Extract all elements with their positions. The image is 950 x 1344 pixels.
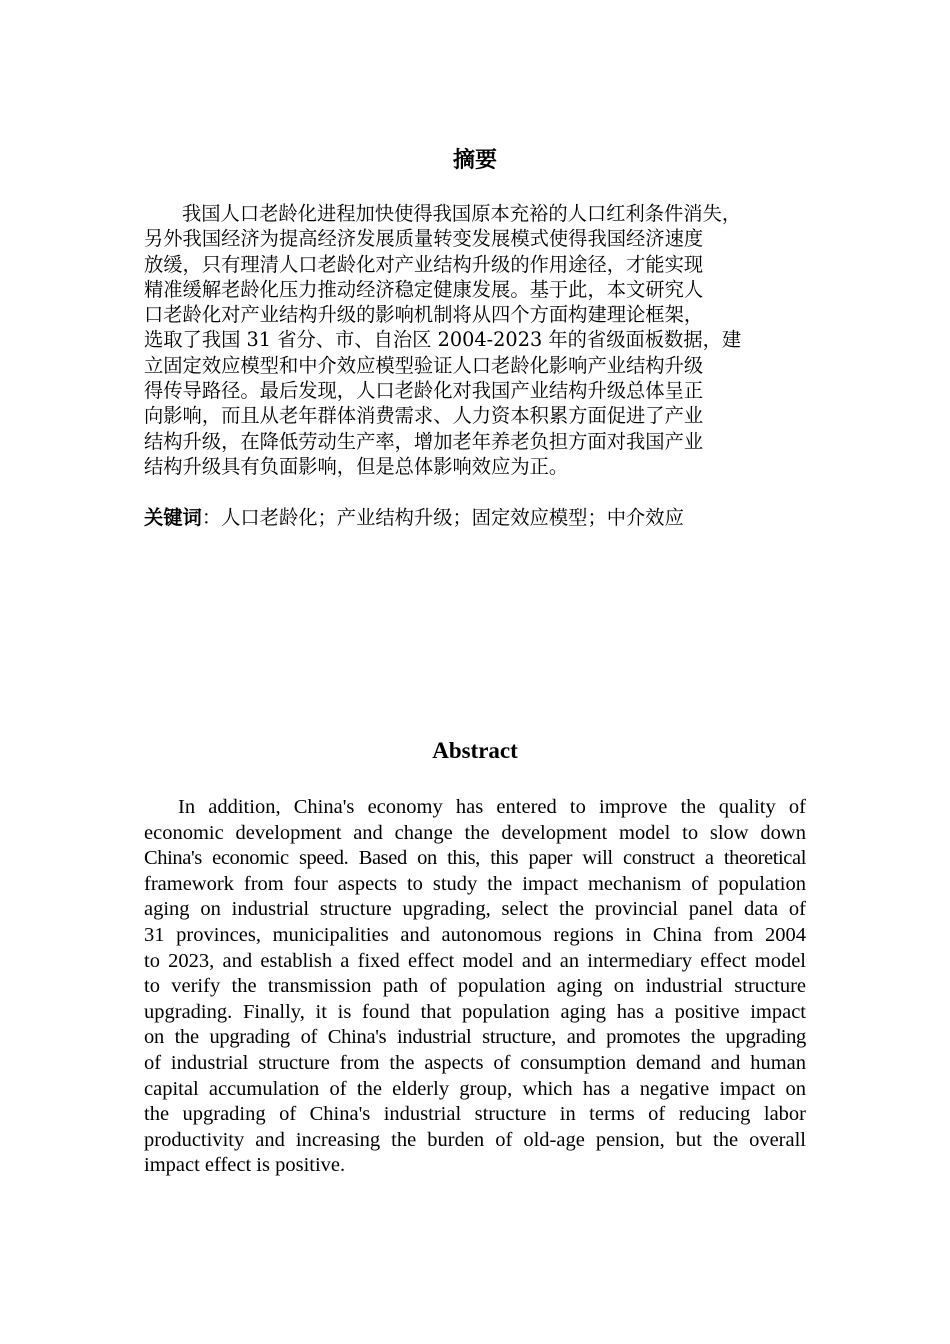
english-abstract-line: upgrading. Finally, it is found that population aging has a positive impact xyxy=(144,1000,806,1023)
chinese-abstract-line: 立固定效应模型和中介效应模型验证人口老龄化影响产业结构升级 xyxy=(144,353,704,377)
chinese-abstract-line: 我国人口老龄化进程加快使得我国原本充裕的人口红利条件消失， xyxy=(182,202,742,225)
keywords-separator: ： xyxy=(201,506,222,529)
english-abstract-line: China's economic speed. Based on this, this paper will construct a theoretical xyxy=(144,847,806,870)
english-abstract-line: 31 provinces, municipalities and autonomous regions in China from 2004 xyxy=(144,923,806,946)
chinese-abstract-body xyxy=(144,201,806,479)
chinese-abstract-line: 结构升级，在降低劳动生产率，增加老年养老负担方面对我国产业 xyxy=(144,429,704,453)
english-abstract-line: to verify the transmission path of population aging on industrial structure xyxy=(144,975,806,998)
english-abstract-body xyxy=(144,795,806,1179)
keywords-list: 人口老龄化；产业结构升级；固定效应模型；中介效应 xyxy=(221,506,684,529)
chinese-abstract-line: 得传导路径。最后发现，人口老龄化对我国产业结构升级总体呈正 xyxy=(144,379,704,403)
english-abstract-line: framework from four aspects to study the impact mechanism of population xyxy=(144,872,806,895)
chinese-abstract-line: 另外我国经济为提高经济发展质量转变发展模式使得我国经济速度 xyxy=(144,227,704,251)
english-abstract-line: on the upgrading of China's industrial structure, and promotes the upgrading xyxy=(144,1026,806,1049)
keywords-label: 关键词 xyxy=(144,506,202,529)
english-abstract-line: aging on industrial structure upgrading, select the provincial panel data of xyxy=(144,898,806,921)
english-abstract-line: capital accumulation of the elderly group, which has a negative impact on xyxy=(144,1077,806,1100)
english-abstract-line: economic development and change the development model to slow down xyxy=(144,821,806,844)
english-abstract-line: In addition, China's economy has entered to improve the quality of xyxy=(178,796,806,818)
english-abstract-line: to 2023, and establish a fixed effect model and an intermediary effect model xyxy=(144,949,806,972)
chinese-abstract-title: 摘要 xyxy=(452,148,497,173)
chinese-abstract-line: 向影响，而且从老年群体消费需求、人力资本积累方面促进了产业 xyxy=(144,404,704,428)
chinese-abstract-line: 结构升级具有负面影响，但是总体影响效应为正。 xyxy=(144,454,569,478)
english-abstract-title: Abstract xyxy=(432,738,518,763)
english-abstract-line: the upgrading of China's industrial structure in terms of reducing labor xyxy=(144,1103,806,1126)
chinese-abstract-line: 口老龄化对产业结构升级的影响机制将从四个方面构建理论框架， xyxy=(144,303,704,327)
english-abstract-line: of industrial structure from the aspects of consumption demand and human xyxy=(144,1051,806,1074)
english-abstract-line: impact effect is positive. xyxy=(144,1154,346,1177)
english-abstract-line: productivity and increasing the burden of old-age pension, but the overall xyxy=(144,1128,806,1151)
chinese-abstract-line: 选取了我国 31 省分、市、自治区 2004-2023 年的省级面板数据，建 xyxy=(144,328,742,352)
chinese-keywords xyxy=(144,505,806,531)
chinese-abstract-line: 放缓，只有理清人口老龄化对产业结构升级的作用途径，才能实现 xyxy=(144,252,704,276)
chinese-abstract-line: 精准缓解老龄化压力推动经济稳定健康发展。基于此，本文研究人 xyxy=(144,277,704,301)
